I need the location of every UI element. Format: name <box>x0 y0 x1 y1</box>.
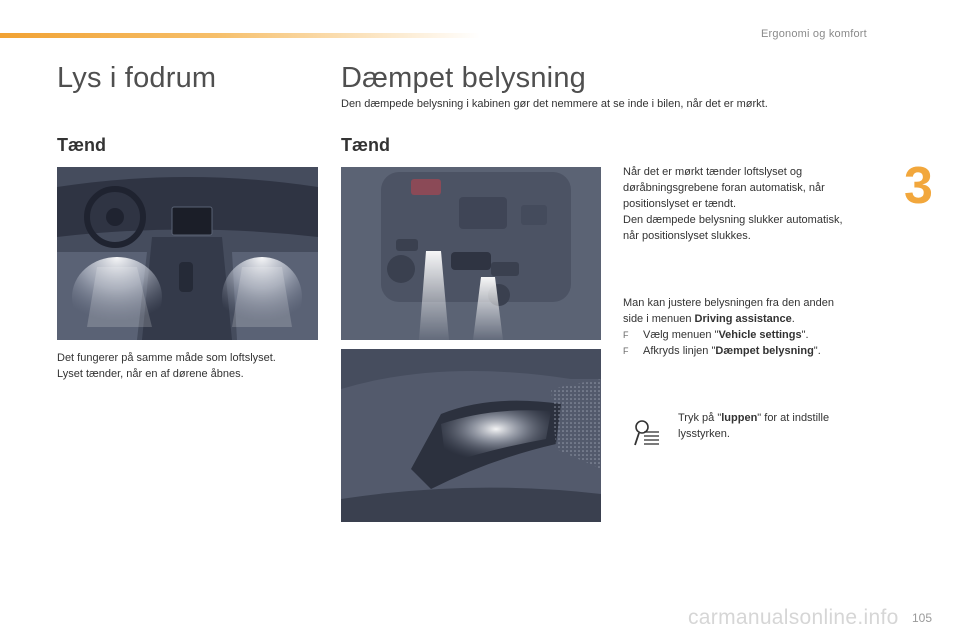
step-item <box>623 327 893 343</box>
text-line: Man kan justere belysningen fra den anden <box>623 297 834 309</box>
left-subtitle: Tænd <box>57 135 106 155</box>
bullet-icon: F <box>623 330 629 340</box>
header-accent-bar <box>0 33 480 38</box>
door-handle-photo <box>341 349 601 522</box>
intro-text: Den dæmpede belysning i kabinen gør det nemmere at se inde i bilen, når det er mørkt. <box>341 98 768 110</box>
adjust-paragraph <box>623 295 893 359</box>
text-fragment: " for at indstille <box>757 412 830 424</box>
magnifier-list-icon <box>632 418 662 448</box>
text-fragment: . <box>791 313 795 325</box>
menu-name: Dæmpet belysning <box>715 345 814 357</box>
text-line: døråbningsgrebene foran automatisk, når <box>623 182 825 194</box>
tip-keyword: luppen <box>721 412 758 424</box>
text-fragment: ". <box>801 329 809 341</box>
caption-line: Det fungerer på samme måde som loftslyset. <box>57 352 276 364</box>
right-subtitle: Tænd <box>341 135 390 155</box>
auto-light-paragraph <box>623 164 893 244</box>
text-fragment: Tryk på " <box>678 412 722 424</box>
door-handle-illustration <box>341 349 601 522</box>
chapter-number: 3 <box>904 157 933 215</box>
step-item <box>623 343 893 359</box>
tip-text <box>678 410 878 442</box>
text-fragment: Afkryds linjen " <box>643 345 716 357</box>
text-line: når positionslyset slukkes. <box>623 230 751 242</box>
ceiling-illustration <box>341 167 601 340</box>
watermark: carmanualsonline.info <box>688 606 899 629</box>
ceiling-light-photo <box>341 167 601 340</box>
footwell-caption <box>57 350 319 382</box>
page-number: 105 <box>912 611 933 625</box>
caption-line: Lyset tænder, når en af dørene åbnes. <box>57 368 244 380</box>
text-line: Den dæmpede belysning slukker automatisk, <box>623 214 843 226</box>
dashboard-illustration <box>57 167 318 340</box>
tip-box <box>632 410 892 450</box>
section-label: Ergonomi og komfort <box>761 28 867 40</box>
right-title: Dæmpet belysning <box>341 62 586 94</box>
text-line: positionslyset er tændt. <box>623 198 737 210</box>
bullet-icon: F <box>623 346 629 356</box>
text-line: lysstyrken. <box>678 428 730 440</box>
left-title: Lys i fodrum <box>57 62 217 94</box>
text-fragment: side i menuen <box>623 313 695 325</box>
text-fragment: Vælg menuen " <box>643 329 719 341</box>
text-line <box>623 311 893 327</box>
text-fragment: ". <box>813 345 821 357</box>
text-line: Når det er mørkt tænder loftslyset og <box>623 166 803 178</box>
footwell-light-photo <box>57 167 318 340</box>
text-line <box>678 410 878 426</box>
menu-name: Driving assistance <box>694 313 792 325</box>
menu-name: Vehicle settings <box>718 329 802 341</box>
